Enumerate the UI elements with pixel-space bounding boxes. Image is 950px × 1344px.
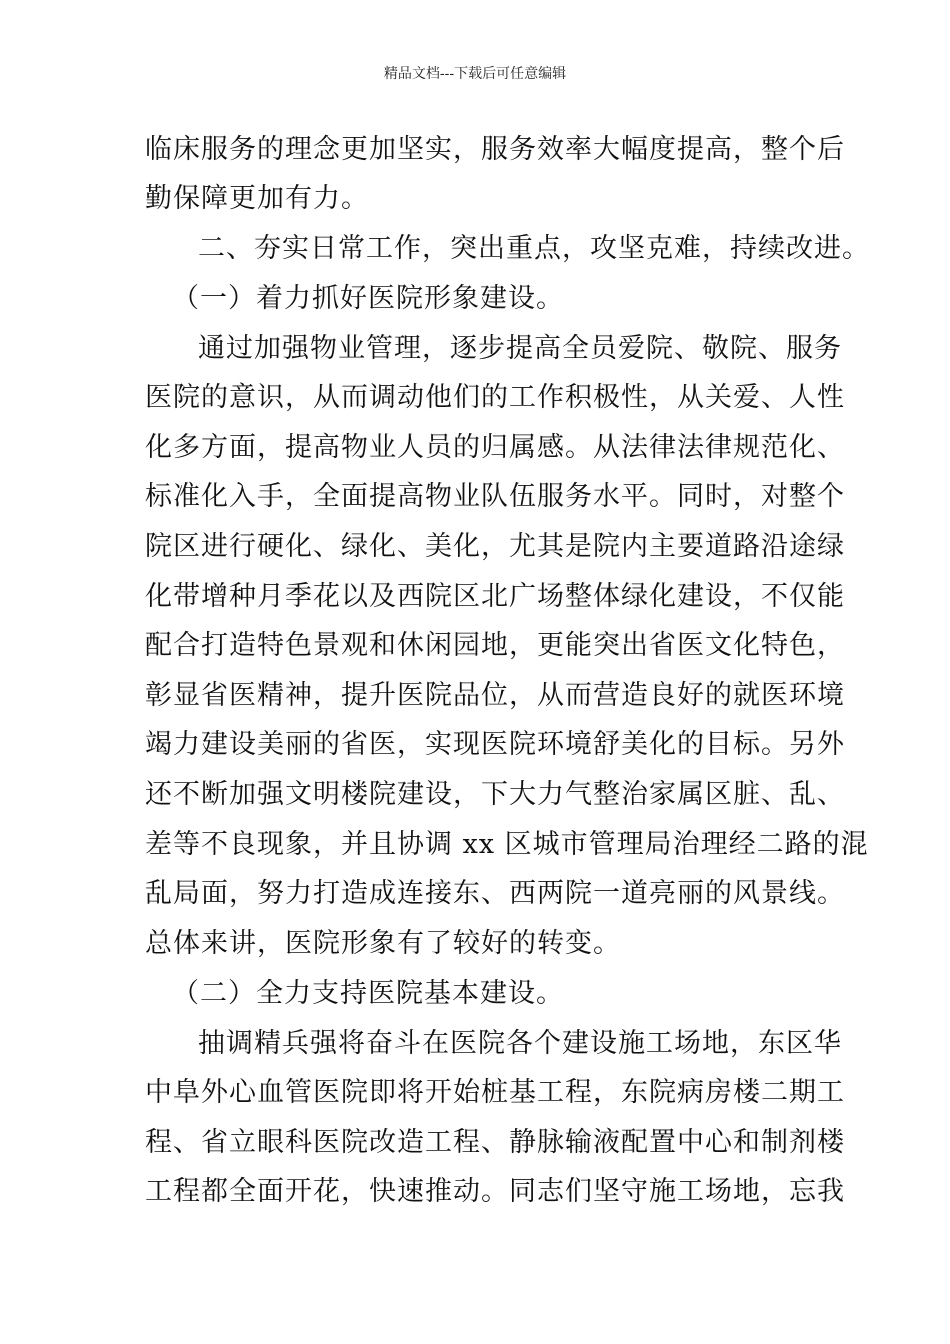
text-line: 还不断加强文明楼院建设，下大力气整治家属区脏、乱、 (145, 779, 845, 810)
text-line: 院区进行硬化、绿化、美化，尤其是院内主要道路沿途绿 (145, 531, 845, 562)
text-line: 配合打造特色景观和休闲园地，更能突出省医文化特色， (145, 630, 845, 661)
section-heading: 二、夯实日常工作，突出重点，攻坚克难，持续改进。 (198, 233, 870, 264)
subsection-heading: （一）着力抓好医院形象建设。 (172, 283, 564, 314)
text-line: 差等不良现象，并且协调 xx 区城市管理局治理经二路的混 (145, 829, 869, 860)
page-header: 精品文档---下载后可任意编辑 (383, 66, 567, 82)
text-line: 医院的意识，从而调动他们的工作积极性，从关爱、人性 (145, 382, 845, 413)
text-line: 彰显省医精神，提升医院品位，从而营造良好的就医环境 (145, 680, 845, 711)
text-line: 化带增种月季花以及西院区北广场整体绿化建设，不仅能 (145, 581, 845, 612)
text-line: 总体来讲，医院形象有了较好的转变。 (145, 928, 621, 959)
text-line: 通过加强物业管理，逐步提高全员爱院、敬院、服务 (198, 333, 842, 364)
text-line: 乱局面，努力打造成连接东、西两院一道亮丽的风景线。 (145, 878, 845, 909)
text-line: 程、省立眼科医院改造工程、静脉输液配置中心和制剂楼 (145, 1127, 845, 1158)
subsection-heading: （二）全力支持医院基本建设。 (172, 978, 564, 1009)
text-line: 抽调精兵强将奋斗在医院各个建设施工场地，东区华 (198, 1028, 842, 1059)
text-line: 中阜外心血管医院即将开始桩基工程，东院病房楼二期工 (145, 1077, 845, 1108)
text-line: 标准化入手，全面提高物业队伍服务水平。同时，对整个 (145, 481, 845, 512)
text-line: 工程都全面开花，快速推动。同志们坚守施工场地，忘我 (145, 1176, 845, 1207)
text-line: 化多方面，提高物业人员的归属感。从法律法律规范化、 (145, 432, 845, 463)
text-line: 竭力建设美丽的省医，实现医院环境舒美化的目标。另外 (145, 729, 845, 760)
text-line: 临床服务的理念更加坚实，服务效率大幅度提高，整个后 (145, 134, 845, 165)
text-line: 勤保障更加有力。 (145, 183, 369, 214)
